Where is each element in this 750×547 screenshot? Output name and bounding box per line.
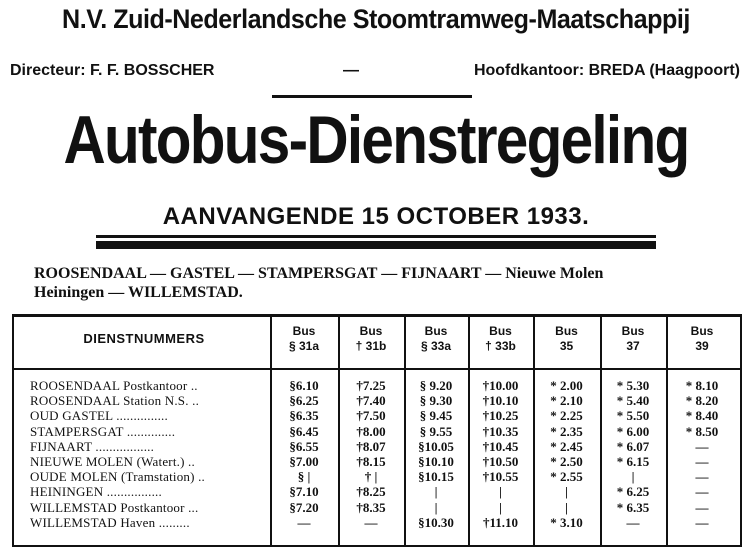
time-cell: — — [695, 499, 709, 515]
stop-name: FIJNAART ................. — [30, 438, 155, 454]
stop-name: WILLEMSTAD Haven ......... — [30, 514, 190, 530]
time-cell: * 6.15 — [616, 454, 650, 469]
time-cell: * 8.50 — [685, 423, 719, 439]
column-header — [533, 324, 600, 354]
time-cell: †10.10 — [482, 393, 519, 409]
time-cell: †10.25 — [482, 408, 519, 424]
stop-name: WILLEMSTAD Postkantoor ... — [30, 499, 199, 515]
stop-name: NIEUWE MOLEN (Watert.) .. — [30, 454, 195, 469]
time-cell: § 9.45 — [419, 408, 453, 424]
page-title: Autobus-Dienstregeling — [63, 102, 689, 178]
time-cell: §6.25 — [289, 393, 319, 409]
timetable-header-divider — [14, 368, 740, 370]
time-cell: †8.07 — [356, 438, 386, 454]
time-cell: * 6.25 — [616, 484, 650, 500]
time-cell: †8.15 — [356, 454, 386, 469]
time-cell: * 6.07 — [616, 438, 650, 454]
time-cell: — — [695, 438, 709, 454]
column-header-line1: Bus — [424, 324, 448, 338]
time-cell: * 2.55 — [550, 469, 583, 485]
column-header-line2: 35 — [559, 339, 574, 353]
time-cell: †10.55 — [482, 469, 519, 485]
time-cell: §6.55 — [289, 438, 319, 454]
time-cell: * 3.10 — [550, 514, 583, 530]
time-cell: §10.15 — [418, 469, 454, 485]
column-header-line2: † 33b — [485, 339, 516, 353]
time-cell: § 9.55 — [419, 423, 453, 439]
column-header — [468, 324, 533, 354]
time-cell: * 6.00 — [616, 423, 650, 439]
time-cell: — — [297, 514, 311, 530]
time-cell: — — [695, 514, 709, 530]
time-cell: * 5.30 — [616, 378, 650, 393]
time-cell: †10.00 — [482, 378, 519, 393]
time-cell: * 2.00 — [550, 378, 583, 393]
column-header-line2: † 31b — [355, 339, 387, 353]
time-cell: §6.10 — [289, 378, 319, 393]
time-cell: — — [695, 454, 709, 469]
column-header-line1: Bus — [489, 324, 512, 338]
time-cell: * 8.10 — [685, 378, 719, 393]
stop-name: HEININGEN ................ — [30, 484, 162, 500]
time-cell: †11.10 — [482, 514, 519, 530]
time-cell: † | — [364, 469, 378, 485]
time-cell: †8.35 — [356, 499, 386, 515]
service-numbers-header: DIENSTNUMMERS — [83, 331, 205, 346]
timetable — [12, 314, 742, 547]
route-description — [34, 264, 734, 302]
column-header — [338, 324, 404, 354]
stop-name: STAMPERSGAT .............. — [30, 423, 176, 439]
time-cell: § | — [297, 469, 311, 485]
column-header-line1: Bus — [359, 324, 383, 338]
time-cell: §6.45 — [289, 423, 319, 439]
time-cell: * 8.40 — [685, 408, 719, 424]
route-line-1: ROOSENDAAL — GASTEL — STAMPERSGAT — FIJNAART — Nieuwe Molen — [34, 265, 604, 282]
company-name: N.V. Zuid-Nederlandsche Stoomtramweg-Maatschappij — [62, 4, 690, 34]
time-cell: §10.30 — [418, 514, 454, 530]
time-cell: — — [364, 514, 378, 530]
time-cell: §7.20 — [289, 499, 319, 515]
time-cell: †8.25 — [356, 484, 386, 500]
time-cell: — — [695, 469, 709, 485]
time-cell: †10.35 — [482, 423, 519, 439]
time-cell: * 2.35 — [550, 423, 583, 439]
time-cell: * 5.50 — [616, 408, 650, 424]
column-header — [600, 324, 666, 354]
time-cell: †7.25 — [356, 378, 386, 393]
time-cell: * 2.10 — [550, 393, 583, 409]
head-office-text: Hoofdkantoor: BREDA (Haagpoort) — [473, 62, 740, 79]
time-cell: § 9.20 — [419, 378, 453, 393]
time-cell: * 8.20 — [685, 393, 719, 409]
time-cell: †10.45 — [482, 438, 519, 454]
time-cell: § 9.30 — [419, 393, 453, 409]
subtitle-rule-thin — [96, 235, 656, 238]
column-header-line2: 37 — [626, 339, 640, 353]
route-line-2: Heiningen — WILLEMSTAD. — [34, 284, 243, 301]
time-cell: †7.50 — [356, 408, 386, 424]
time-cell: * 2.45 — [550, 438, 583, 454]
director-text: Directeur: F. F. BOSSCHER — [10, 62, 215, 79]
column-header-line1: Bus — [555, 324, 578, 338]
column-header-line2: 39 — [695, 339, 709, 353]
time-cell: * 2.50 — [550, 454, 583, 469]
column-header — [270, 324, 338, 354]
time-cell: §10.05 — [418, 438, 454, 454]
time-cell: §6.35 — [289, 408, 319, 424]
time-cell: * 5.40 — [616, 393, 650, 409]
stop-name: OUDE MOLEN (Tramstation) .. — [30, 469, 205, 485]
time-cell: §7.00 — [289, 454, 319, 469]
stop-name: ROOSENDAAL Station N.S. .. — [30, 393, 200, 409]
subtitle-rule-thick — [96, 241, 656, 249]
time-cell: | — [434, 484, 438, 500]
column-header — [404, 324, 468, 354]
column-header — [666, 324, 738, 354]
time-cell: §10.10 — [418, 454, 454, 469]
column-header-line1: Bus — [621, 324, 645, 338]
column-header-line1: Bus — [690, 324, 714, 338]
time-cell: * 6.35 — [616, 499, 650, 515]
time-cell: | — [434, 499, 438, 515]
time-cell: — — [626, 514, 640, 530]
time-cell: — — [695, 484, 709, 500]
time-cell: | — [631, 469, 635, 485]
stop-name: OUD GASTEL ............... — [30, 408, 168, 424]
time-cell: †10.50 — [482, 454, 519, 469]
time-cell: | — [565, 484, 568, 500]
time-cell: | — [499, 499, 502, 515]
time-cell: | — [499, 484, 502, 500]
start-date-subtitle: AANVANGENDE 15 OCTOBER 1933. — [162, 203, 590, 230]
time-cell: | — [565, 499, 568, 515]
time-cell: * 2.25 — [550, 408, 583, 424]
time-cell: §7.10 — [289, 484, 319, 500]
header-separator: — — [343, 62, 359, 79]
stop-name: ROOSENDAAL Postkantoor .. — [30, 378, 198, 393]
column-header-line2: § 31a — [288, 339, 320, 353]
column-header-line1: Bus — [292, 324, 316, 338]
time-cell: †7.40 — [356, 393, 386, 409]
header-rule — [272, 95, 472, 98]
column-header-line2: § 33a — [420, 339, 452, 353]
time-cell: †8.00 — [356, 423, 386, 439]
